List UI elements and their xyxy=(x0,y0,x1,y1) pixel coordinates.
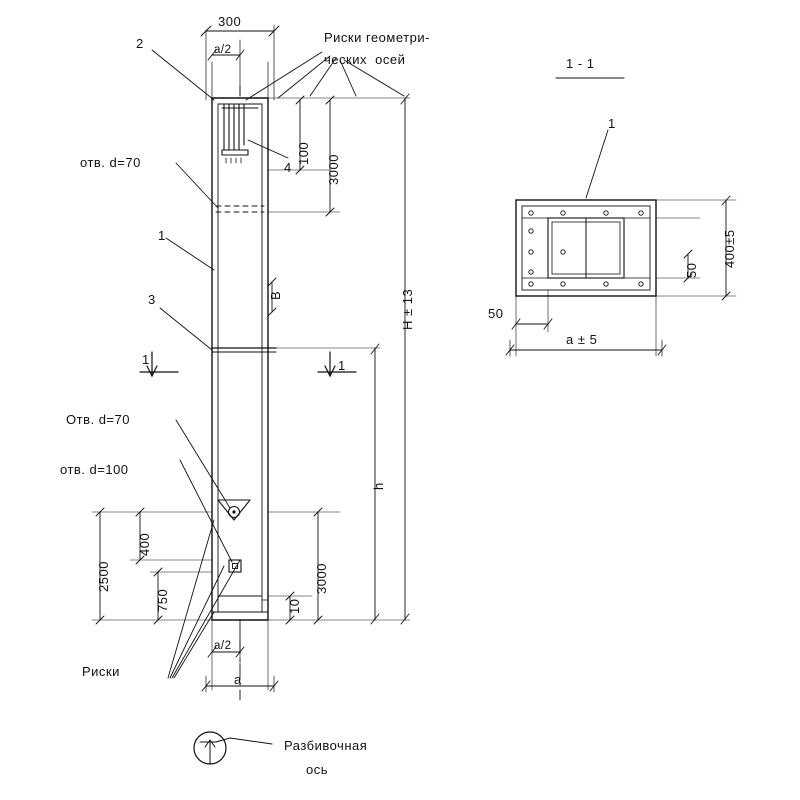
callout-mark-4: 4 xyxy=(284,160,292,175)
dim-2500: 2500 xyxy=(96,561,111,592)
note-risks-geometric-axes-line2: ческих осей xyxy=(324,52,406,67)
dim-400-5: 400±5 xyxy=(722,229,737,268)
dim-400: 400 xyxy=(137,532,152,556)
dim-B: B xyxy=(268,290,283,300)
note-risks-geometric-axes-line1: Риски геометри- xyxy=(324,30,430,45)
dim-half-a-bottom: a/2 xyxy=(214,640,232,652)
section-arrow-left-label: 1 xyxy=(142,352,150,367)
dim-h: h xyxy=(371,482,386,490)
callout-mark-2: 2 xyxy=(136,36,144,51)
dim-50-left: 50 xyxy=(488,306,504,321)
dim-3000-top: 3000 xyxy=(326,154,341,185)
dim-750: 750 xyxy=(155,588,170,612)
dim-a-5: a ± 5 xyxy=(566,332,598,347)
callout-mark-1-left: 1 xyxy=(158,228,166,243)
note-layout-axis-line2: ось xyxy=(306,762,329,777)
section-title: 1 - 1 xyxy=(566,56,595,71)
note-layout-axis-line1: Разбивочная xyxy=(284,738,368,753)
note-risks: Риски xyxy=(82,664,120,679)
dim-a-bottom: a xyxy=(234,672,242,687)
dim-10: 10 xyxy=(287,598,302,614)
callout-mark-1-section: 1 xyxy=(608,116,616,131)
note-hole-d70-lower: Отв. d=70 xyxy=(66,412,130,427)
dim-H13: H ± 13 xyxy=(400,288,415,330)
dim-top-width: 300 xyxy=(218,14,242,29)
section-arrow-right-label: 1 xyxy=(338,358,346,373)
dim-3000-bottom: 3000 xyxy=(314,563,329,594)
dim-100: 100 xyxy=(296,141,311,165)
callout-mark-3: 3 xyxy=(148,292,156,307)
note-hole-d100: отв. d=100 xyxy=(60,462,129,477)
dim-50-right: 50 xyxy=(684,262,699,278)
dim-half-a-top: a/2 xyxy=(214,44,232,56)
note-hole-d70-upper: отв. d=70 xyxy=(80,155,141,170)
